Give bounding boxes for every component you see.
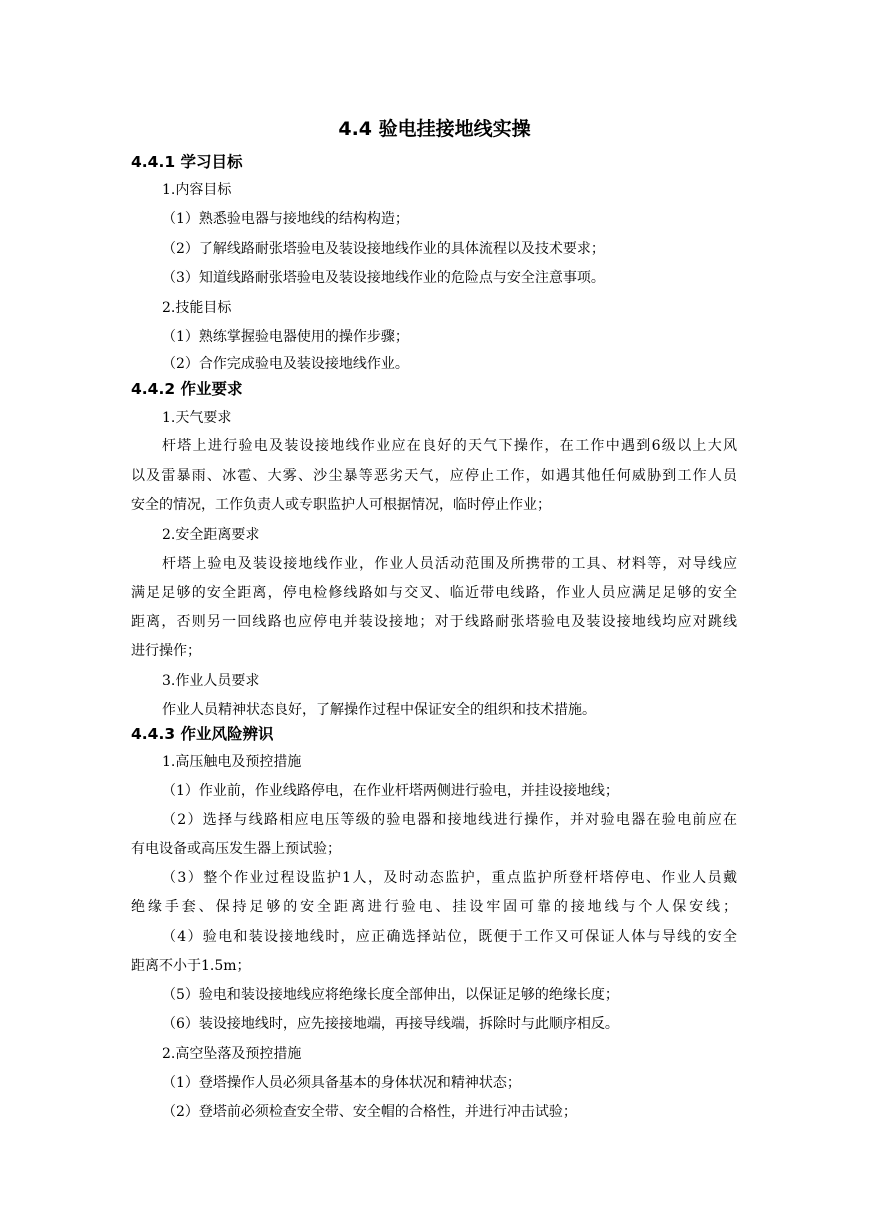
page-title: 4.4 验电挂接地线实操: [338, 118, 531, 140]
paragraph-line: 作业人员精神状态良好，了解操作过程中保证安全的组织和技术措施。: [162, 702, 596, 718]
paragraph-line: 杆塔上进行验电及装设接地线作业应在良好的天气下操作，在工作中遇到6级以上大风: [162, 438, 737, 454]
subheading-personnel: 3.作业人员要求: [162, 673, 260, 689]
list-item-continuation: 距离不小于1.5m；: [131, 958, 251, 974]
list-item: （5）验电和装设接地线应将绝缘长度全部伸出，以保证足够的绝缘长度；: [162, 987, 619, 1003]
list-item: （2）合作完成验电及装设接地线作业。: [162, 356, 409, 372]
list-item: （1）熟练掌握验电器使用的操作步骤；: [162, 329, 409, 345]
list-item: （2）登塔前必须检查安全带、安全帽的合格性，并进行冲击试验；: [162, 1104, 577, 1120]
paragraph-line: 以及雷暴雨、冰雹、大雾、沙尘暴等恶劣天气，应停止工作，如遇其他任何威胁到工作人员: [131, 468, 737, 484]
list-item: （2）了解线路耐张塔验电及装设接地线作业的具体流程以及技术要求；: [162, 241, 605, 257]
section-heading-learning-goals: 4.4.1 学习目标: [131, 153, 243, 171]
subheading-fall-from-height: 2.高空坠落及预控措施: [162, 1046, 302, 1062]
list-item: （1）作业前，作业线路停电，在作业杆塔两侧进行验电，并挂设接地线；: [162, 783, 619, 799]
paragraph-line: 满足足够的安全距离，停电检修线路如与交叉、临近带电线路，作业人员应满足足够的安全: [131, 585, 737, 601]
list-item: （1）登塔操作人员必须具备基本的身体状况和精神状态；: [162, 1075, 521, 1091]
list-item: （4）验电和装设接地线时，应正确选择站位，既便于工作又可保证人体与导线的安全: [162, 929, 737, 945]
subheading-high-voltage: 1.高压触电及预控措施: [162, 754, 302, 770]
subheading-skill-goals: 2.技能目标: [162, 300, 232, 316]
list-item-continuation: 有电设备或高压发生器上预试验；: [131, 841, 341, 857]
subheading-safety-distance: 2.安全距离要求: [162, 527, 260, 543]
paragraph-line: 安全的情况，工作负责人或专职监护人可根据情况，临时停止作业；: [131, 497, 551, 513]
paragraph-line: 杆塔上验电及装设接地线作业，作业人员活动范围及所携带的工具、材料等，对导线应: [162, 556, 737, 572]
list-item: （6）装设接地线时，应先接接地端，再接导线端，拆除时与此顺序相反。: [162, 1016, 619, 1032]
list-item: （1）熟悉验电器与接地线的结构构造；: [162, 211, 409, 227]
subheading-content-goals: 1.内容目标: [162, 182, 232, 198]
list-item: （3）整个作业过程设监护1人，及时动态监护，重点监护所登杆塔停电、作业人员戴: [162, 870, 737, 886]
paragraph-line: 进行操作；: [131, 643, 201, 659]
section-heading-work-requirements: 4.4.2 作业要求: [131, 380, 243, 398]
section-heading-risk-identification: 4.4.3 作业风险辨识: [131, 725, 274, 743]
list-item-continuation: 绝缘手套、保持足够的安全距离进行验电、挂设牢固可靠的接地线与个人保安线；: [131, 899, 737, 915]
list-item: （3）知道线路耐张塔验电及装设接地线作业的危险点与安全注意事项。: [162, 270, 605, 286]
subheading-weather: 1.天气要求: [162, 410, 232, 426]
list-item: （2）选择与线路相应电压等级的验电器和接地线进行操作，并对验电器在验电前应在: [162, 812, 737, 828]
paragraph-line: 距离，否则另一回线路也应停电并装设接地；对于线路耐张塔验电及装设接地线均应对跳线: [131, 614, 737, 630]
